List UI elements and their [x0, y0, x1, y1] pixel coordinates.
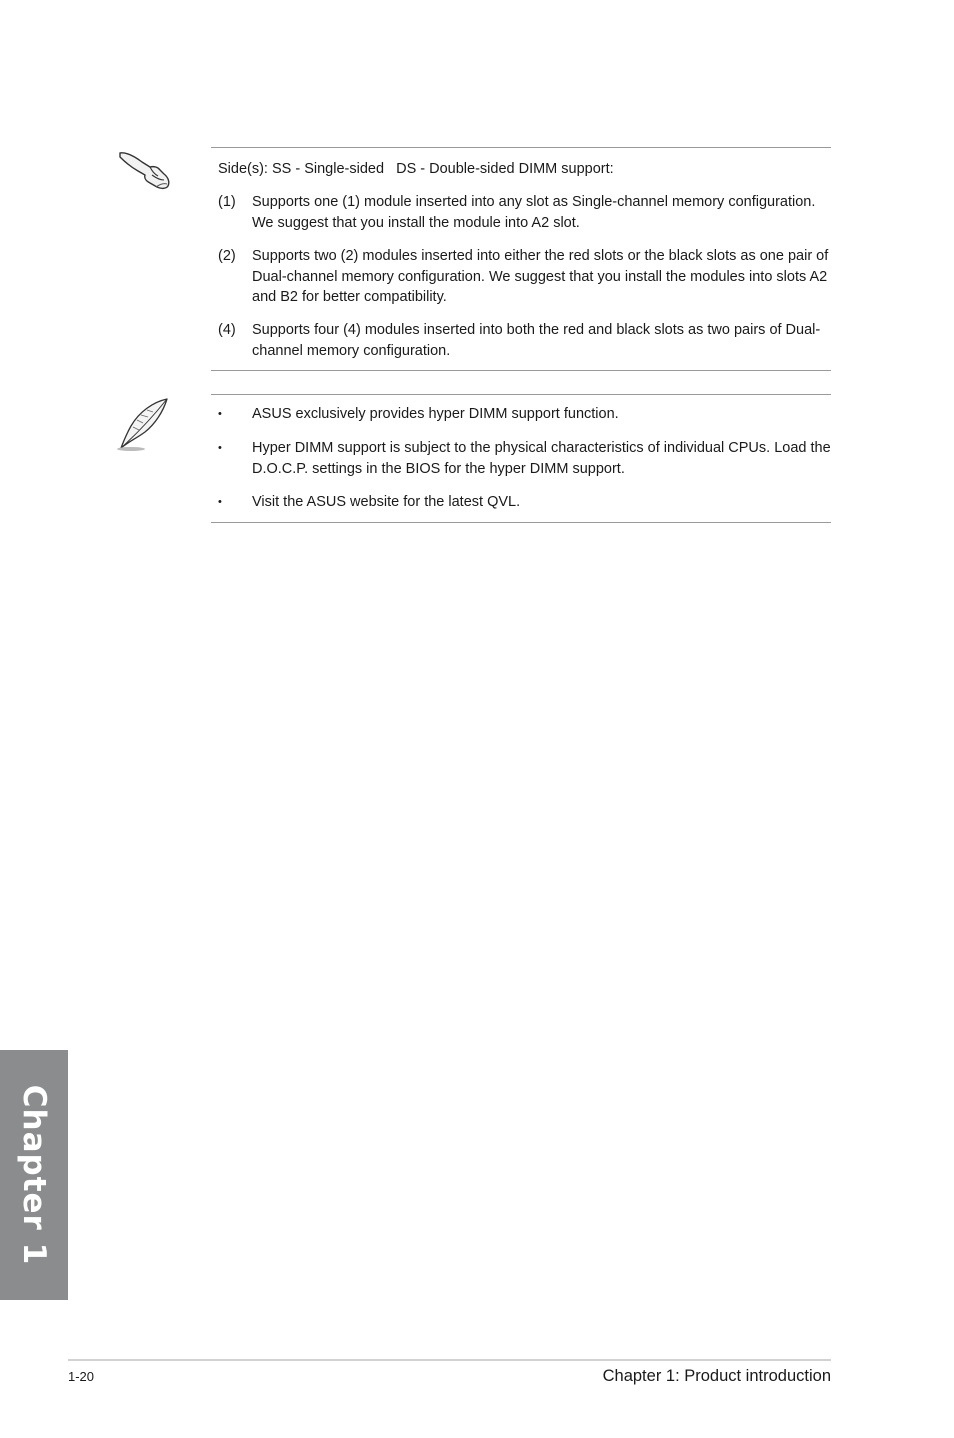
page-number: 1-20	[68, 1369, 95, 1384]
chapter-side-tab	[0, 1050, 68, 1300]
item-text: Supports two (2) modules inserted into either the red slots or the black slots as one pair of Dual-channel memory configuration. We suggest that you install the modules into slots A2 and B2 for better compatibility.	[252, 248, 829, 305]
quill-pen-icon	[113, 396, 173, 454]
list-item	[218, 192, 831, 233]
item-text: Supports four (4) modules inserted into both the red and black slots as two pairs of Dual-channel memory configuration.	[252, 322, 821, 359]
item-number: (1)	[218, 194, 236, 210]
item-number: (2)	[218, 248, 236, 264]
item-text: Supports one (1) module inserted into any slot as Single-channel memory configuration. We suggest that you install the module into A2 slot.	[252, 194, 816, 231]
bullet-mark: •	[218, 408, 222, 420]
list-item	[218, 320, 831, 361]
list-item	[218, 438, 831, 479]
item-text: ASUS exclusively provides hyper DIMM support function.	[252, 406, 619, 422]
bullet-mark: •	[218, 496, 222, 508]
chapter-tab-label: Chapter 1	[16, 1084, 52, 1266]
note-intro: Side(s): SS - Single-sided DS - Double-sided DIMM support:	[218, 161, 614, 177]
footer-divider	[68, 1359, 831, 1361]
pointing-hand-icon	[116, 147, 174, 191]
list-item	[218, 246, 831, 308]
item-number: (4)	[218, 322, 236, 338]
item-text: Visit the ASUS website for the latest QVL.	[252, 494, 521, 510]
footer-chapter-title: Chapter 1: Product introduction	[602, 1367, 831, 1385]
item-text: Hyper DIMM support is subject to the physical characteristics of individual CPUs. Load the D.O.C.P. settings in the BIOS for the hyper DIMM support.	[252, 440, 831, 477]
list-item	[218, 492, 831, 513]
bullet-mark: •	[218, 442, 222, 454]
list-item	[218, 404, 831, 425]
